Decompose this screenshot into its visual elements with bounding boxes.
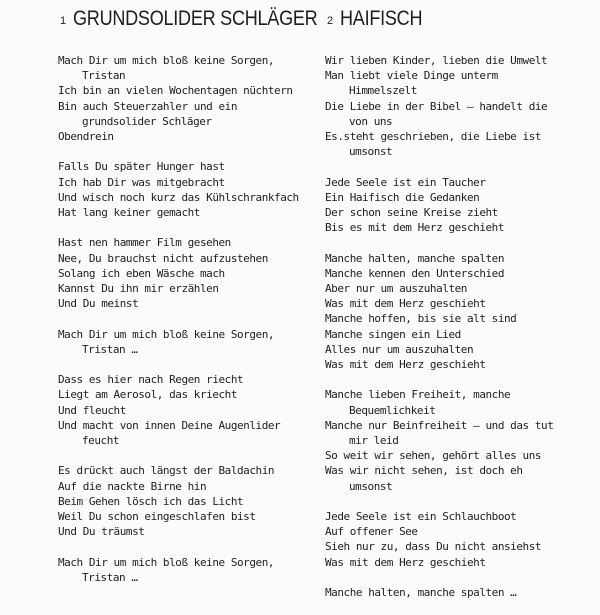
stanza [58,555,299,585]
lyric-line: von uns [349,114,393,128]
lyric-line: Was mit dem Herz geschieht [325,555,486,569]
lyric-line: Und Du meinst [58,297,139,311]
stanza [325,251,553,373]
lyric-line: Bis es mit dem Herz geschieht [325,221,505,235]
stanza [325,387,553,493]
lyric-line: Dass es hier nach Regen riecht [58,373,244,387]
lyric-line: Ein Haifisch die Gedanken [325,190,480,204]
song-title [327,7,435,31]
lyric-line: Mach Dir um mich bloß keine Sorgen, [58,54,275,67]
lyric-line: So weit wir sehen, gehört alles uns [325,449,542,463]
lyric-line: Manche halten, manche spalten … [325,586,517,600]
stanza [325,175,553,236]
lyric-line: Hast nen hammer Film gesehen [58,236,231,250]
lyric-line: feucht [82,434,120,448]
lyric-line: Alles nur um auszuhalten [325,342,474,356]
lyrics [58,53,299,600]
stanza [58,53,299,144]
song-title-text: GRUNDSOLIDER SCHLÄGER [72,7,318,30]
lyric-line: Beim Gehen lösch ich das Licht [58,494,244,508]
stanza [325,53,553,159]
lyric-line: Hat lang keiner gemacht [58,206,200,220]
lyric-line: Die Liebe in der Bibel – handelt die [325,99,548,113]
stanza [58,372,299,448]
stanza [58,159,299,220]
lyric-line: umsonst [349,145,393,159]
lyric-line: Und fleucht [58,403,126,417]
lyric-line: Kannst Du ihn mir erzählen [58,282,219,296]
lyric-line: Falls Du später Hunger hast [58,160,225,174]
stanza [58,235,299,311]
lyric-line: Manche lieben Freiheit, manche [325,388,511,402]
song-title [60,7,357,31]
lyric-line: Mach Dir um mich bloß keine Sorgen, [58,555,275,569]
song-number: 1 [60,15,66,27]
lyric-line: Und Du träumst [58,525,145,539]
lyric-line: Und wisch noch kurz das Kühlschrankfach [58,190,299,204]
lyric-line: Tristan … [82,342,138,356]
song-title-text: HAIFISCH [339,7,423,30]
lyric-line: Auf offener See [325,525,418,539]
lyric-line: Liegt am Aerosol, das kriecht [58,388,238,402]
lyric-line: Ich bin an vielen Wochentagen nüchtern [58,84,293,98]
lyric-line: Tristan [82,69,126,83]
lyric-line: Solang ich eben Wäsche mach [58,266,225,280]
lyric-line: Bin auch Steuerzahler und ein [58,99,238,113]
lyric-line: Der schon seine Kreise zieht [325,206,498,220]
lyric-line: mir leid [349,434,399,448]
song-number: 2 [327,15,333,27]
lyric-line: Es drückt auch längst der Baldachin [58,464,275,478]
stanza [325,509,553,570]
stanza [58,463,299,539]
lyric-line: Manche kennen den Unterschied [325,266,505,280]
lyric-line: Tristan … [82,570,138,584]
lyric-line: Himmelszelt [349,84,417,98]
stanza [58,327,299,357]
lyric-line: Manche hoffen, bis sie alt sind [325,312,517,326]
lyric-line: Manche nur Beinfreiheit – und das tut [325,418,554,432]
lyric-line: Aber nur um auszuhalten [325,282,467,296]
lyric-line: Weil Du schon eingeschlafen bist [58,510,256,524]
lyrics [325,53,553,615]
lyric-line: Und macht von innen Deine Augenlider [58,418,281,432]
lyric-line: Ich hab Dir was mitgebracht [58,175,225,189]
lyric-line: Mach Dir um mich bloß keine Sorgen, [58,327,275,341]
lyric-line: umsonst [349,479,393,493]
stanza [325,585,553,600]
lyric-line: Es.steht geschrieben, die Liebe ist [325,130,542,144]
lyric-line: Jede Seele ist ein Schlauchboot [325,510,517,524]
lyric-line: Obendrein [58,130,114,144]
lyric-line: Was wir nicht sehen, ist doch eh [325,464,523,478]
lyric-line: Manche singen ein Lied [325,327,461,341]
lyric-line: grundsolider Schläger [82,114,212,128]
lyric-line: Man liebt viele Dinge unterm [325,69,498,83]
lyric-line: Bequemlichkeit [349,403,436,417]
lyric-line: Manche halten, manche spalten [325,251,505,265]
lyric-line: Nee, Du brauchst nicht aufzustehen [58,251,268,265]
lyric-line: Was mit dem Herz geschieht [325,358,486,372]
lyric-line: Auf die nackte Birne hin [58,479,207,493]
lyric-line: Was mit dem Herz geschieht [325,297,486,311]
lyric-line: Wir lieben Kinder, lieben die Umwelt [325,54,548,67]
lyric-line: Sieh nur zu, dass Du nicht ansiehst [325,540,542,554]
lyric-line: Jede Seele ist ein Taucher [325,175,486,189]
